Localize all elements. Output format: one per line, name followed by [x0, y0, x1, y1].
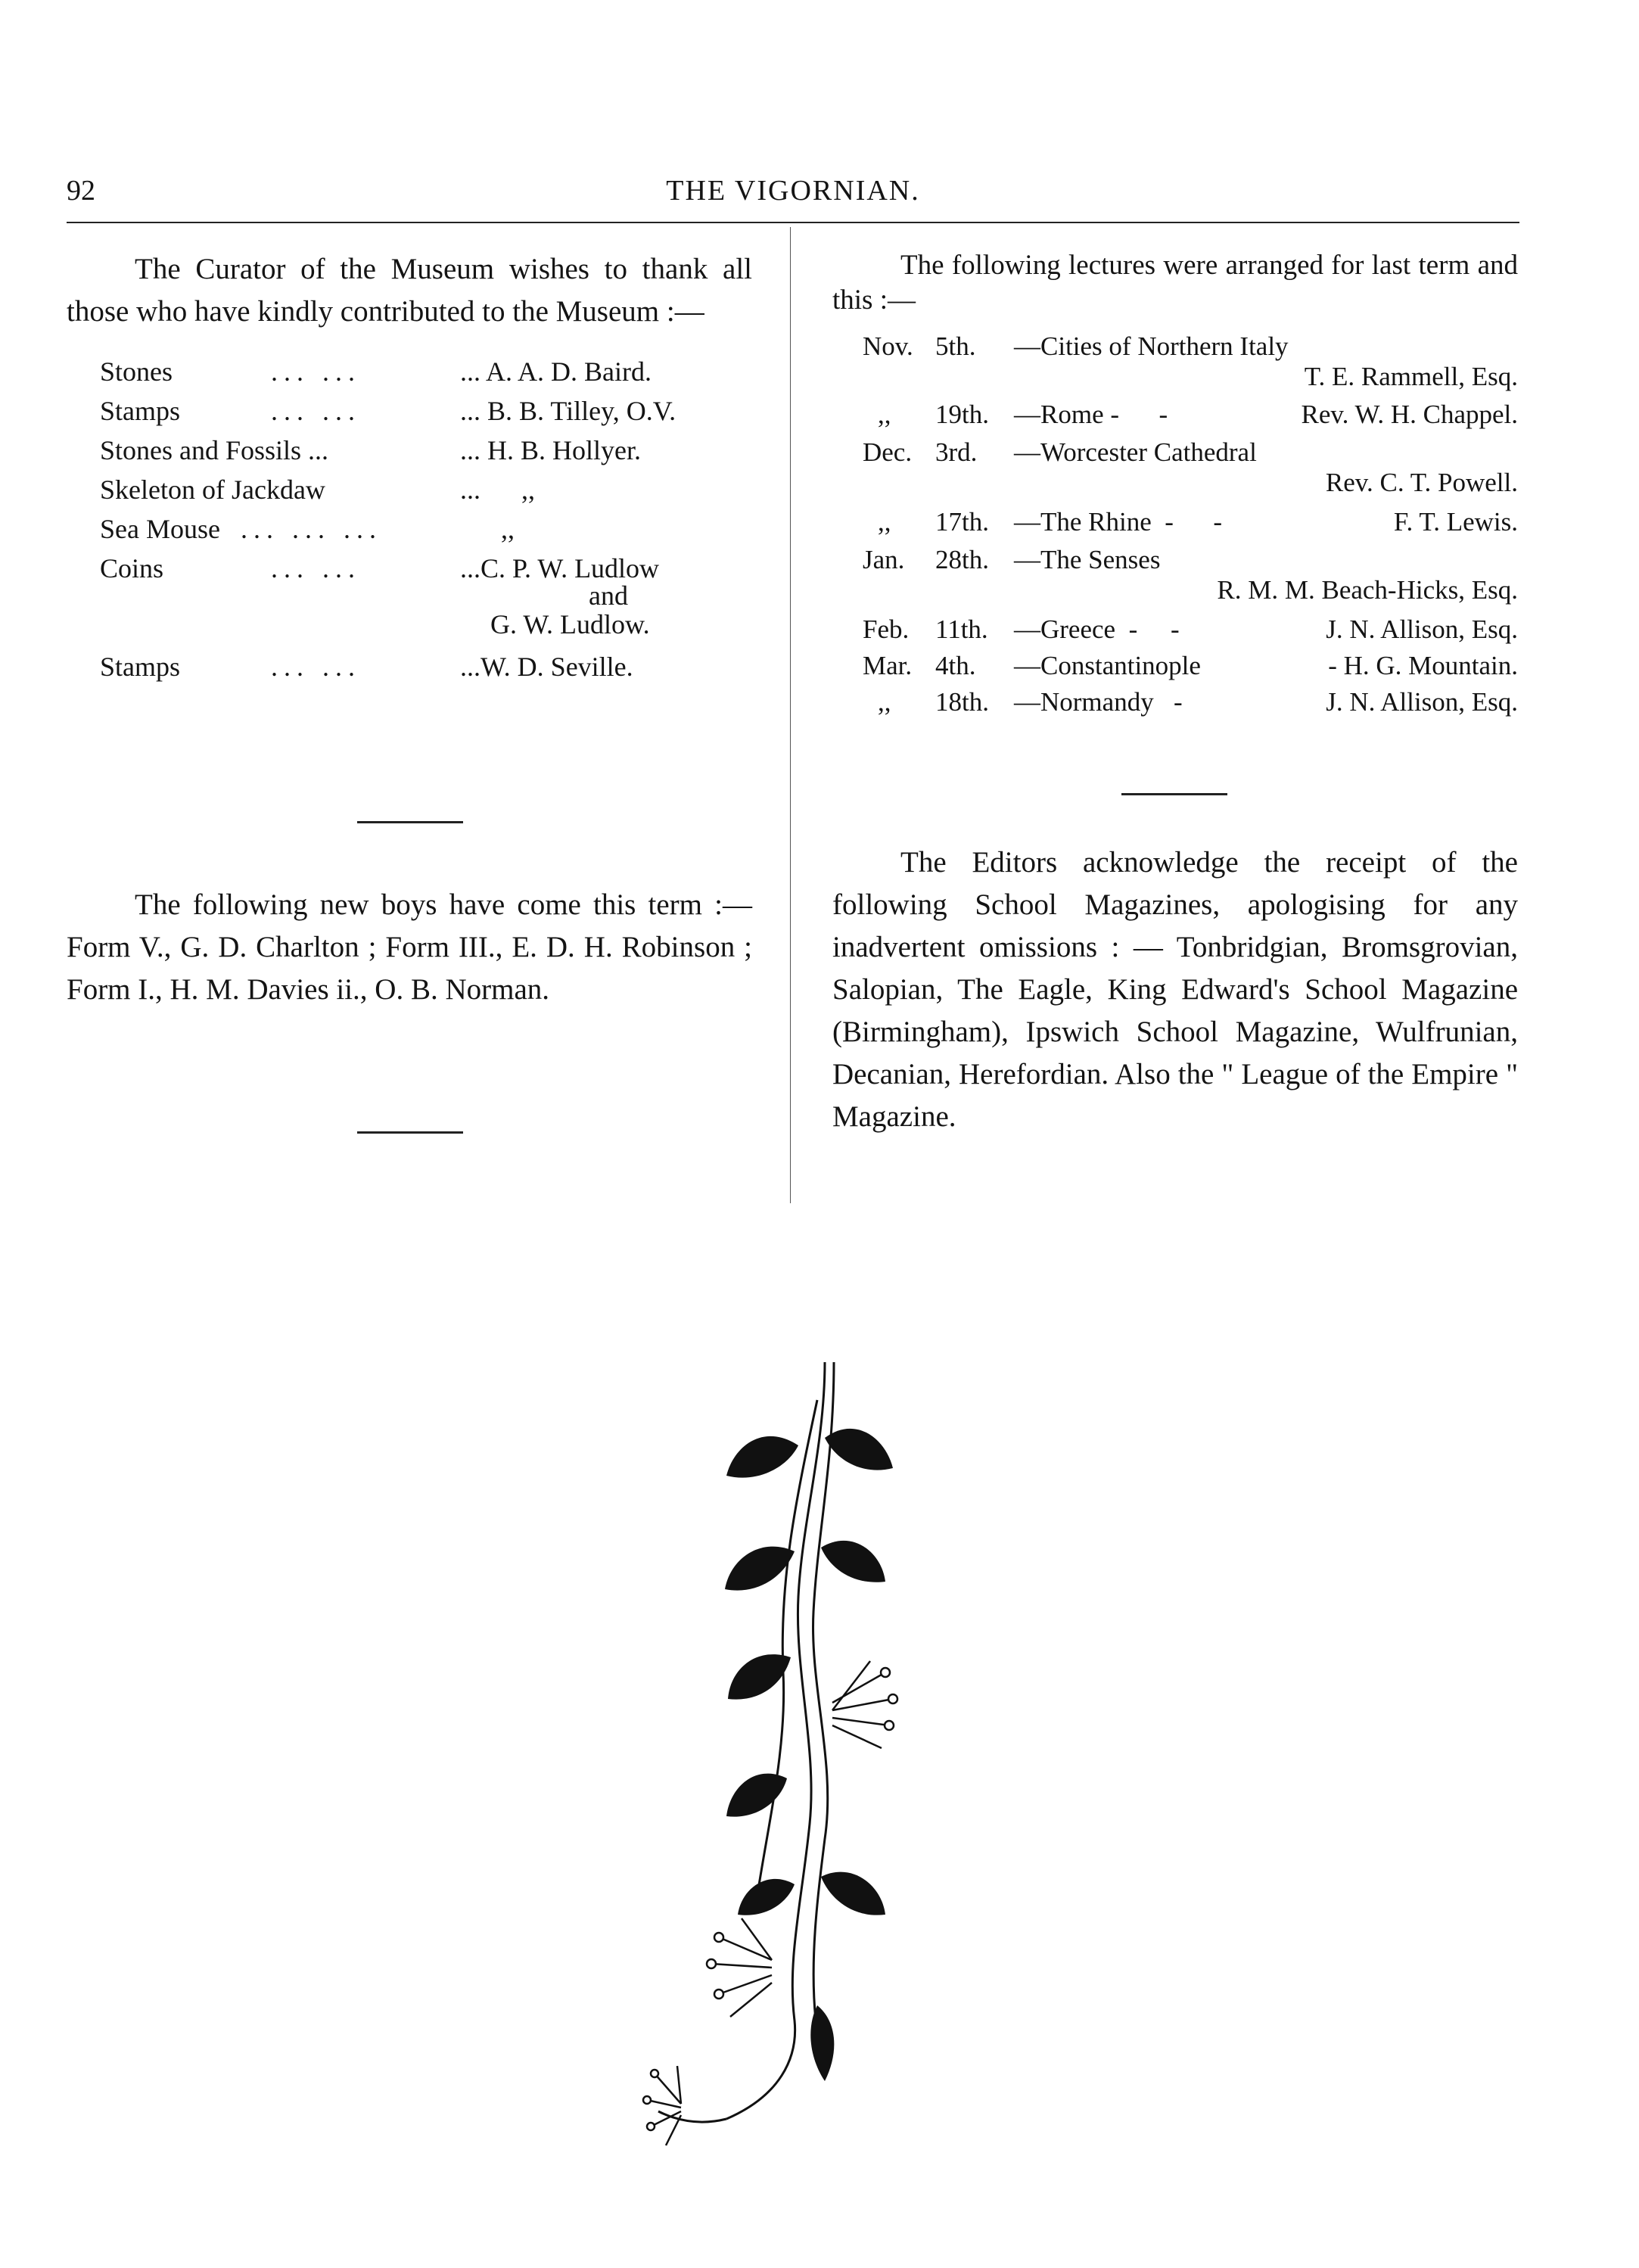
contribution-item: Skeleton of Jackdaw: [100, 474, 325, 505]
contributor: G. W. Ludlow.: [490, 609, 650, 639]
right-column: [832, 248, 1518, 763]
lecture-day: 3rd.: [935, 437, 978, 467]
running-header: [67, 174, 1519, 219]
contributor: ...C. P. W. Ludlow: [460, 553, 660, 583]
new-boys-section: [67, 884, 752, 1011]
lecture-speaker: Rev. W. H. Chappel.: [1301, 400, 1518, 429]
header-rule: [67, 222, 1519, 223]
section-separator: [357, 821, 463, 823]
museum-contributions-list: [67, 356, 752, 689]
lecture-month: ,,: [878, 507, 891, 537]
lectures-list: [832, 331, 1518, 763]
lecture-month: Jan.: [863, 545, 905, 574]
lecture-day: 5th.: [935, 331, 976, 361]
lecture-day: 11th.: [935, 614, 988, 644]
lecture-day: 17th.: [935, 507, 989, 537]
contribution-item: Coins: [100, 553, 164, 583]
list-item: [832, 687, 1518, 720]
leader-dots: ... ...: [271, 553, 361, 583]
contributor: ,,: [460, 514, 515, 544]
section-separator: [1121, 793, 1227, 795]
contributor: ... H. B. Hollyer.: [460, 435, 641, 465]
lecture-topic: —Greece - -: [1014, 614, 1180, 644]
leader-dots: ... ... ...: [241, 514, 382, 544]
new-boys-text: The following new boys have come this term :—Form V., G. D. Charlton ; Form III., E. D. H. Robinson ; Form I., H. M. Davies ii., O. B. Norman.: [67, 888, 752, 1006]
lecture-speaker: F. T. Lewis.: [1393, 507, 1518, 537]
magazines-text: The Editors acknowledge the receipt of the following School Magazines, apologising for any inadvertent omissions : — Tonbridgian, Bromsgrovian, Salopian, The Eagle, King Edward's School Magazine (Birmingham), Ipswich School Magazine, Wulfrunian, Decanian, Herefordian. Also the " League of the Empire " Magazine.: [832, 846, 1518, 1133]
list-item: [832, 545, 1518, 605]
museum-intro: The Curator of the Museum wishes to thank all those who have kindly contributed to the Museum :—: [67, 253, 752, 328]
lecture-speaker: T. E. Rammell, Esq.: [1304, 362, 1518, 391]
contributor: ... B. B. Tilley, O.V.: [460, 396, 676, 426]
list-item: [67, 513, 752, 551]
lectures-intro: The following lectures were arranged for last term and this :—: [832, 250, 1518, 316]
lecture-day: 28th.: [935, 545, 989, 574]
page-number: 92: [67, 175, 95, 207]
list-item: [67, 434, 752, 472]
list-item: [67, 552, 752, 639]
leader-dots: ... ...: [271, 356, 361, 387]
list-item: [832, 507, 1518, 540]
contribution-item: Stamps: [100, 652, 181, 682]
contributor: ... ,,: [460, 474, 535, 505]
list-item: [67, 395, 752, 433]
left-column: [67, 248, 752, 689]
column-divider: [790, 227, 791, 1203]
lecture-topic: —The Rhine - -: [1014, 507, 1223, 537]
list-item: [832, 400, 1518, 433]
leader-dots: ... ...: [271, 396, 361, 426]
lecture-topic: —Constantinople: [1014, 651, 1201, 680]
lecture-speaker: J. N. Allison, Esq.: [1326, 614, 1518, 644]
contributor: ...W. D. Seville.: [460, 652, 633, 682]
lecture-day: 18th.: [935, 687, 989, 717]
leader-dots: ... ...: [271, 652, 361, 682]
lecture-topic: —Rome - -: [1014, 400, 1168, 429]
lecture-speaker: Rev. C. T. Powell.: [1325, 468, 1518, 497]
list-item: [832, 331, 1518, 392]
lecture-day: 19th.: [935, 400, 989, 429]
section-separator: [357, 1131, 463, 1134]
contributor: ... A. A. D. Baird.: [460, 356, 652, 387]
contribution-item: Stones: [100, 356, 173, 387]
lecture-topic: —The Senses: [1014, 545, 1161, 574]
contribution-item: Stones and Fossils ...: [100, 435, 329, 465]
magazines-section: [832, 842, 1518, 1138]
lecture-topic: —Normandy -: [1014, 687, 1183, 717]
contributor-conjunction: and: [589, 580, 628, 611]
lecture-month: Dec.: [863, 437, 913, 467]
journal-title: THE VIGORNIAN.: [666, 175, 920, 207]
lecture-month: ,,: [878, 687, 891, 717]
lecture-speaker: R. M. M. Beach-Hicks, Esq.: [1217, 575, 1518, 605]
list-item: [832, 651, 1518, 684]
list-item: [67, 356, 752, 394]
contribution-item: Stamps: [100, 396, 181, 426]
lecture-speaker: J. N. Allison, Esq.: [1326, 687, 1518, 717]
list-item: [832, 614, 1518, 648]
list-item: [67, 474, 752, 512]
lecture-month: Feb.: [863, 614, 910, 644]
honeysuckle-vine-ornament-icon: [636, 1355, 923, 2172]
lecture-topic: —Cities of Northern Italy: [1014, 331, 1289, 361]
list-item: [832, 437, 1518, 498]
list-item: [67, 651, 752, 689]
lecture-day: 4th.: [935, 651, 976, 680]
contribution-item: Sea Mouse: [100, 514, 220, 544]
lecture-month: Nov.: [863, 331, 913, 361]
lecture-month: Mar.: [863, 651, 913, 680]
lecture-topic: —Worcester Cathedral: [1014, 437, 1257, 467]
lecture-speaker: - H. G. Mountain.: [1328, 651, 1518, 680]
lecture-month: ,,: [878, 400, 891, 429]
